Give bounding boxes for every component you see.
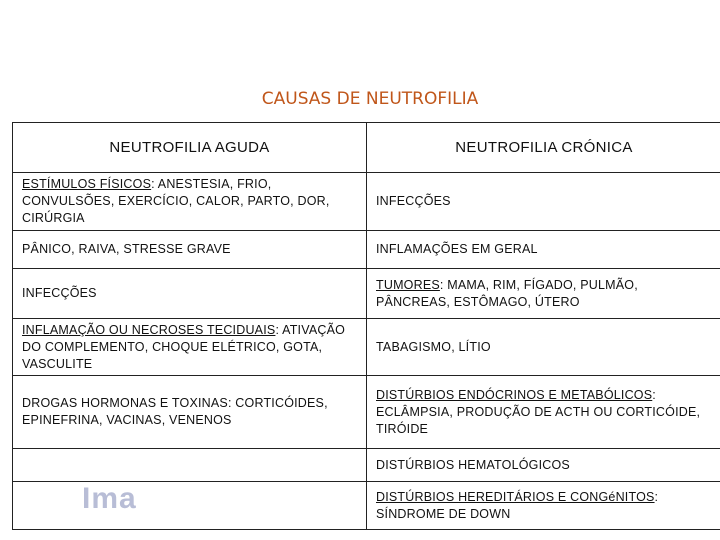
cause-text: ECLÂMPSIA, PRODUÇÃO DE ACTH OU CORTICÓIDE, TIRÓIDE	[376, 404, 701, 436]
cause-text: TABAGISMO, LÍTIO	[376, 339, 491, 354]
cause-separator: :	[275, 322, 283, 337]
cause-category: DISTÚRBIOS HEREDITÁRIOS E CONGéNITOS	[376, 489, 655, 504]
cause-category: ESTÍMULOS FÍSICOS	[22, 177, 152, 191]
chronic-cause-cell	[367, 319, 720, 376]
chronic-cause-cell	[367, 449, 720, 482]
table-row	[13, 376, 720, 449]
acute-cause-cell	[13, 269, 367, 319]
chronic-cause-cell	[367, 269, 720, 319]
cause-text: INFECÇÕES	[376, 194, 451, 208]
cause-text: MAMA, RIM, FÍGADO, PULMÃO, PÂNCREAS, ESTÔMAGO, ÚTERO	[376, 277, 638, 309]
chronic-cause-cell	[367, 482, 720, 530]
cause-text: INFLAMAÇÕES EM GERAL	[376, 242, 538, 256]
neutrophilia-causes-table	[12, 122, 720, 530]
cause-text: SÍNDROME DE DOWN	[376, 506, 511, 521]
table-row	[13, 449, 720, 482]
cause-separator: :	[652, 387, 656, 402]
cause-text: DISTÚRBIOS HEMATOLÓGICOS	[376, 457, 570, 472]
acute-cause-cell	[13, 231, 367, 269]
chronic-cause-cell	[367, 231, 720, 269]
page-title: CAUSAS DE NEUTROFILIA	[261, 89, 479, 109]
acute-cause-cell	[13, 173, 367, 231]
table-row	[13, 231, 720, 269]
chronic-cause-cell	[367, 173, 720, 231]
cause-text: DROGAS HORMONAS E TOXINAS: CORTICÓIDES, EPINEFRINA, VACINAS, VENENOS	[22, 396, 328, 427]
cause-category: INFLAMAÇÃO OU NECROSES TECIDUAIS	[22, 322, 276, 337]
cause-separator: :	[439, 277, 448, 292]
cause-separator: :	[151, 177, 158, 191]
table-row	[13, 173, 720, 231]
header-row	[13, 123, 720, 173]
header-acute: NEUTROFILIA AGUDA	[13, 123, 367, 173]
header-chronic: NEUTROFILIA CRÓNICA	[367, 123, 720, 173]
acute-cause-cell	[13, 319, 367, 376]
watermark: Ima	[82, 482, 137, 515]
chronic-cause-cell	[367, 376, 720, 449]
acute-cause-cell	[13, 376, 367, 449]
cause-text: INFECÇÕES	[22, 286, 97, 300]
cause-text: ANESTESIA, FRIO, CONVULSÕES, EXERCÍCIO, CALOR, PARTO, DOR, CIRÚRGIA	[22, 177, 330, 225]
table-row	[13, 319, 720, 376]
table-row	[13, 269, 720, 319]
cause-text: PÂNICO, RAIVA, STRESSE GRAVE	[22, 242, 231, 256]
acute-cause-cell	[13, 449, 367, 482]
acute-cause-cell	[13, 482, 367, 530]
cause-text: ATIVAÇÃO DO COMPLEMENTO, CHOQUE ELÉTRICO, GOTA, VASCULITE	[22, 322, 346, 371]
cause-category: TUMORES	[376, 277, 440, 292]
cause-separator: :	[654, 489, 659, 504]
cause-category: DISTÚRBIOS ENDÓCRINOS E METABÓLICOS	[376, 387, 653, 402]
